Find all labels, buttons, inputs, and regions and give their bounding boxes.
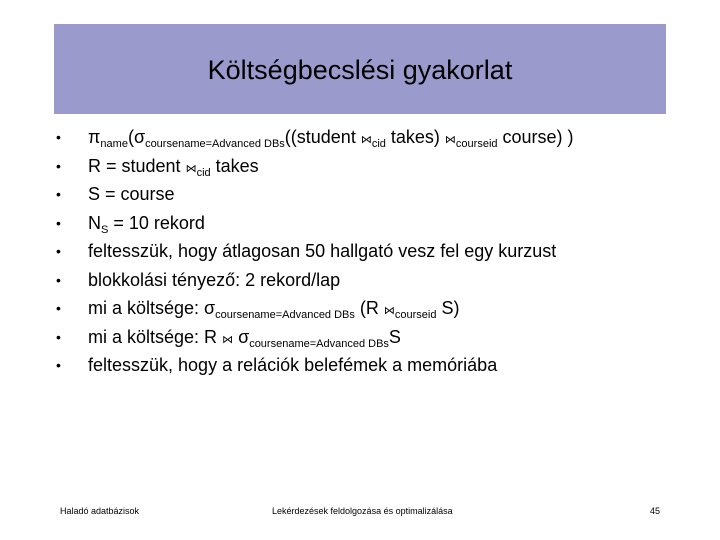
join-symbol: ⋈ — [444, 134, 456, 146]
text-segment: ((student — [284, 127, 361, 147]
bullet-icon: • — [56, 243, 61, 259]
bullet-item — [56, 294, 696, 323]
subscript: coursename=Advanced DBs — [145, 138, 285, 150]
bullet-icon: • — [56, 300, 61, 316]
bullet-item — [56, 152, 696, 181]
text-segment: (R — [354, 298, 384, 318]
subscript: cid — [196, 166, 211, 179]
text-segment: R = student — [88, 155, 186, 176]
subscript: name — [100, 138, 128, 150]
text-segment: mi a költsége: R — [88, 326, 223, 347]
slide-title: Költségbecslési gyakorlat — [207, 54, 513, 85]
subscript: coursename=Advanced DBs — [215, 309, 355, 321]
join-symbol: ⋈ — [185, 162, 197, 175]
footer-course-name: Haladó adatbázisok — [60, 506, 140, 516]
join-symbol: ⋈ — [383, 305, 395, 317]
page-number: 45 — [650, 506, 661, 516]
text-segment: σ — [233, 326, 250, 347]
bullet-icon: • — [56, 186, 61, 202]
bullet-item — [56, 351, 696, 380]
bullet-icon: • — [56, 328, 61, 345]
text-segment: (σ — [127, 127, 146, 147]
bullet-item — [56, 237, 696, 266]
bullet-icon: • — [56, 129, 61, 145]
text-segment: course) ) — [497, 127, 574, 147]
bullet-icon: • — [56, 271, 61, 288]
title-banner — [54, 24, 666, 114]
join-symbol: ⋈ — [360, 134, 372, 146]
bullet-icon: • — [56, 214, 61, 231]
join-symbol: ⋈ — [222, 333, 234, 346]
text-segment: mi a költsége: σ — [88, 298, 216, 318]
footer-topic: Lekérdezések feldolgozása és optimalizálása — [272, 506, 453, 516]
subscript: courseid — [455, 138, 498, 150]
text-segment: = 10 rekord — [108, 212, 205, 233]
bullet-icon: • — [56, 357, 61, 373]
text-segment: S — [388, 326, 401, 347]
bullet-list — [56, 123, 696, 380]
text-segment: S = course — [88, 184, 175, 204]
text-segment: takes) — [385, 127, 445, 147]
bullet-item — [56, 323, 696, 352]
subscript: coursename=Advanced DBs — [249, 337, 389, 350]
bullet-item — [56, 123, 696, 152]
text-segment: feltesszük, hogy a relációk belefémek a memóriába — [88, 355, 498, 375]
text-segment: π — [88, 127, 101, 147]
bullet-item — [56, 180, 696, 209]
text-segment: N — [88, 212, 101, 233]
bullet-item — [56, 209, 696, 238]
bullet-icon: • — [56, 157, 61, 174]
text-segment: blokkolási tényező: 2 rekord/lap — [88, 269, 341, 290]
bullet-item — [56, 266, 696, 295]
subscript: S — [101, 223, 109, 236]
text-segment: S) — [436, 298, 460, 318]
text-segment: takes — [210, 155, 259, 176]
subscript: courseid — [394, 309, 437, 321]
text-segment: feltesszük, hogy átlagosan 50 hallgató vesz fel egy kurzust — [88, 241, 557, 261]
subscript: cid — [371, 138, 386, 150]
